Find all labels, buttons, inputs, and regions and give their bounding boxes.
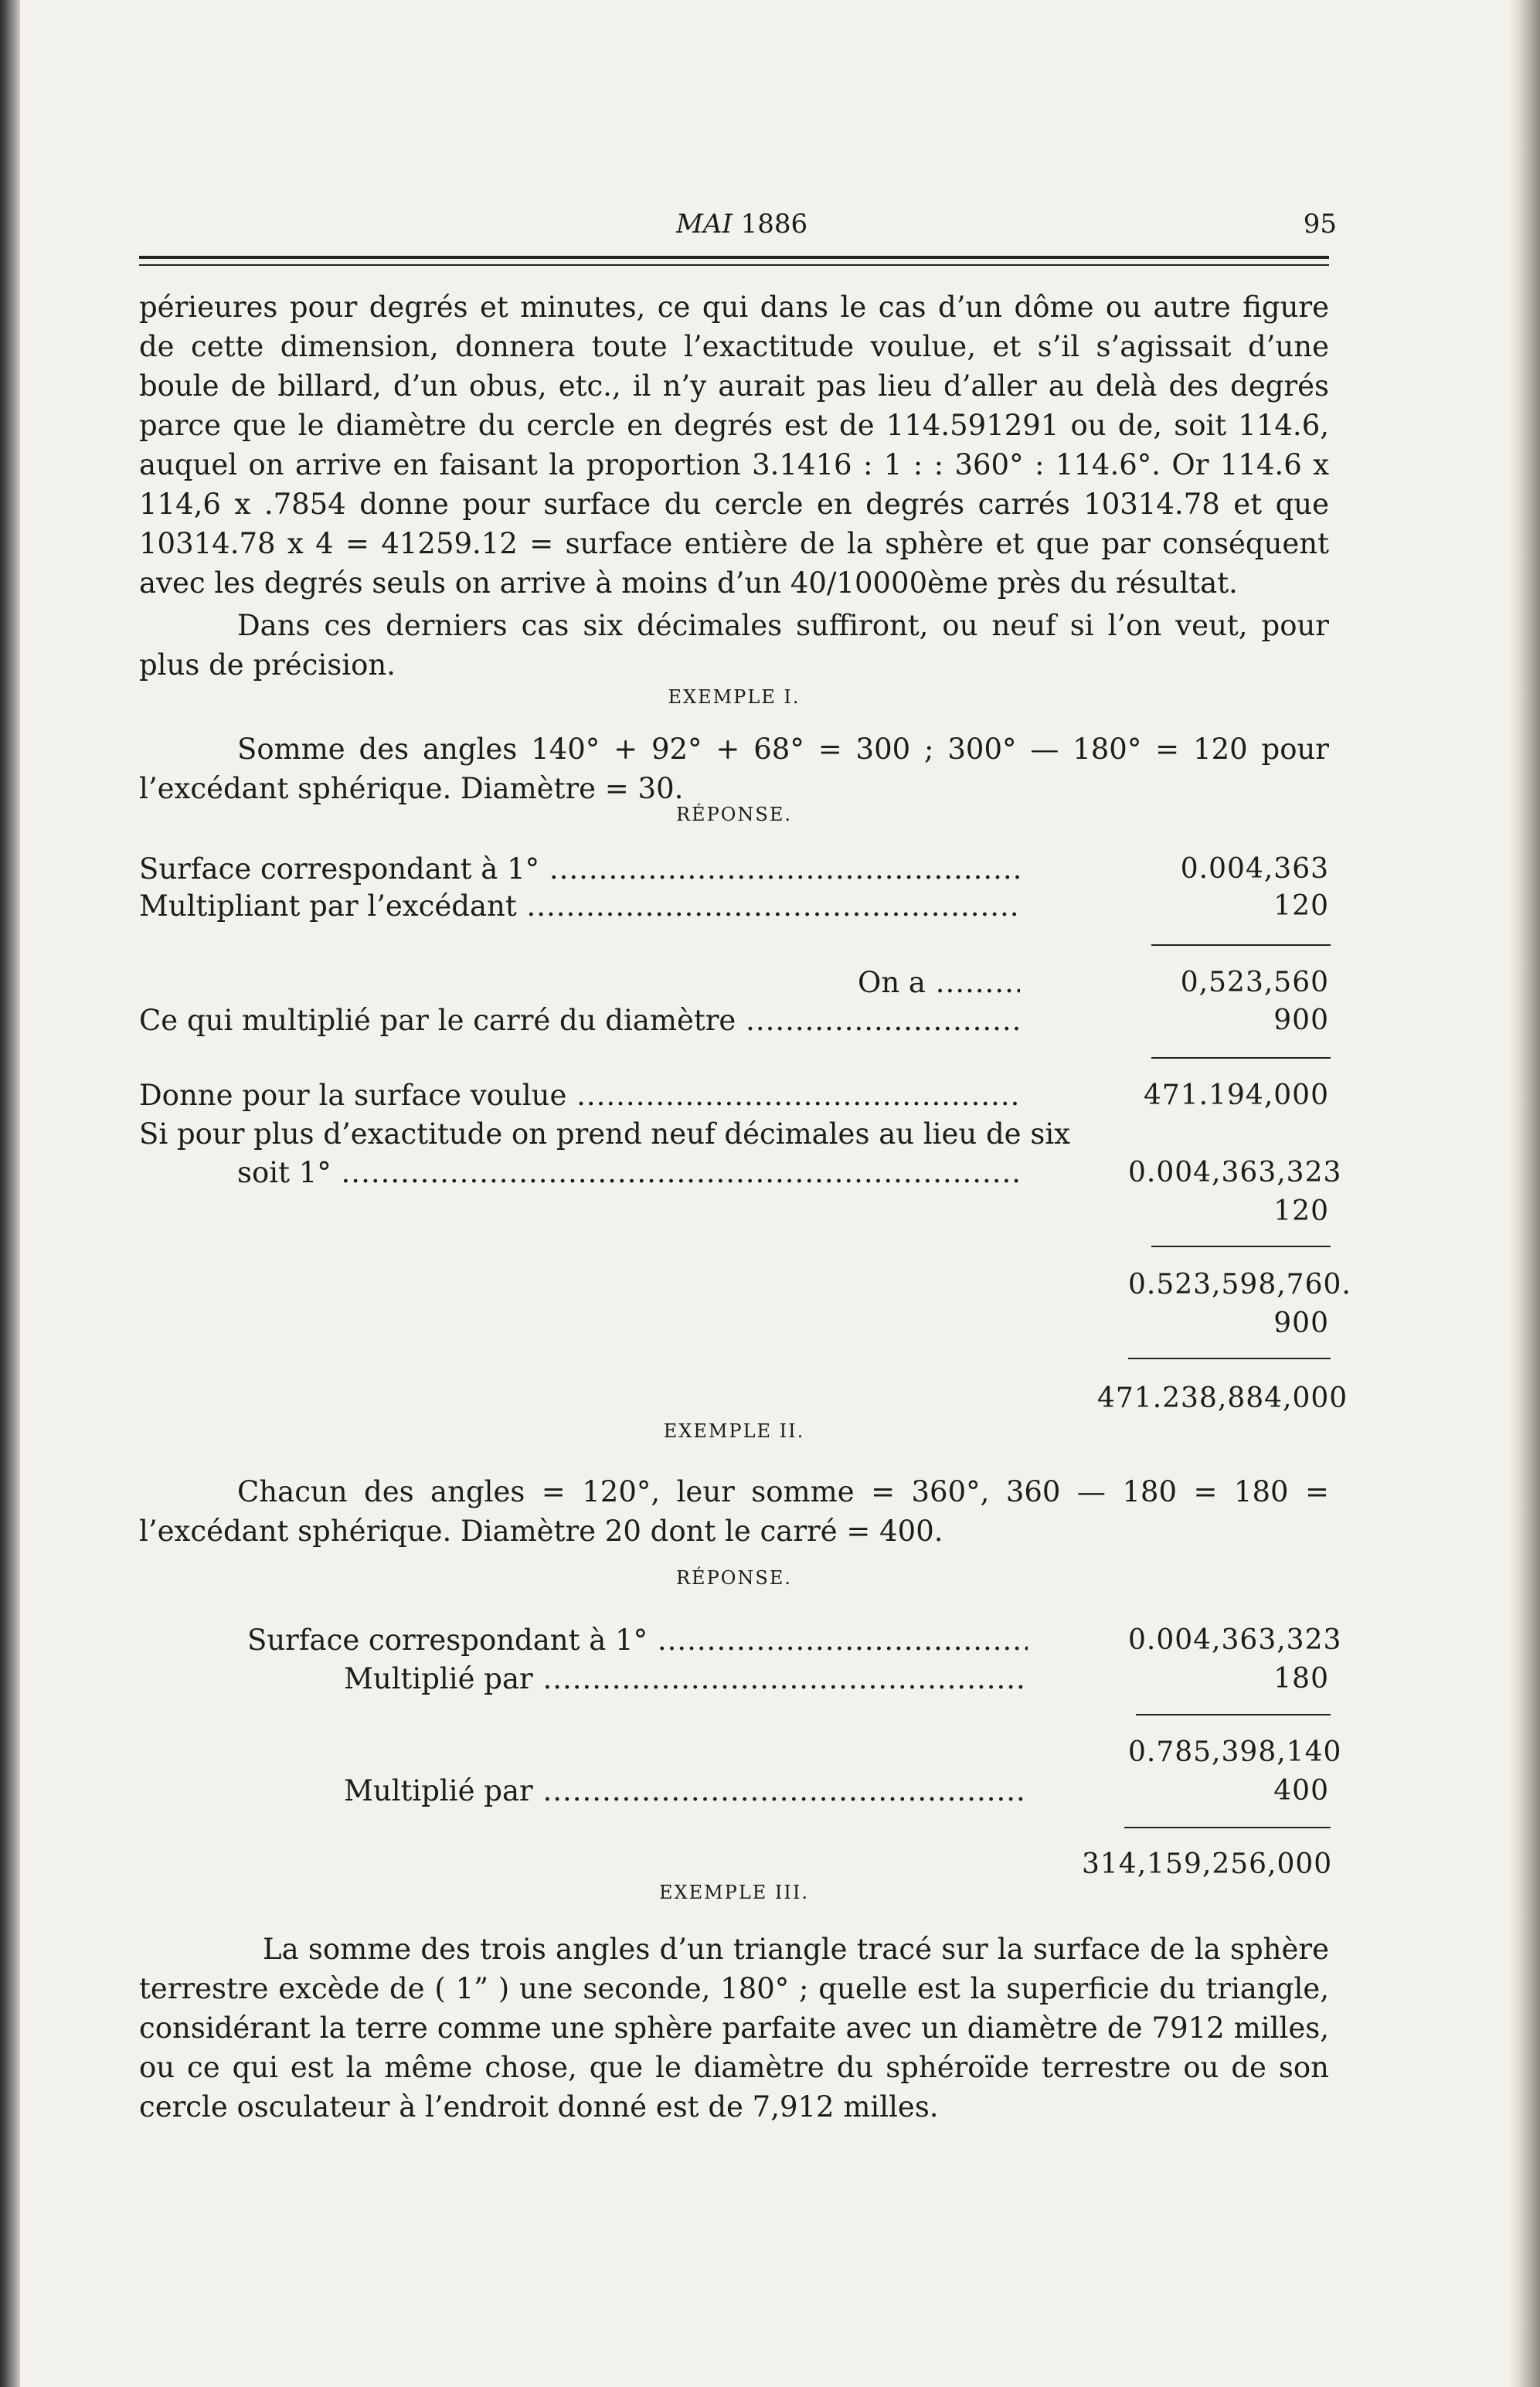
page-edge-shadow-right [1509,0,1540,2387]
calc-row: soit 1° ..... 0.004,363,323 [139,1154,1329,1192]
calc-row: 314,159,256,000 [1082,1848,1333,1880]
calc-row: 900 [1273,1307,1329,1339]
example-2-heading: EXEMPLE II. [663,1420,805,1442]
header-rule-thin [139,264,1329,266]
running-header [135,209,1337,247]
calc-row: Multiplié par ..... 180 [139,1660,1329,1698]
example-2-response-heading: RÉPONSE. [675,1567,792,1589]
calc-row: Multipliant par l’excédant ..... 120 [139,887,1329,926]
calc-row: Surface correspondant à 1° ..... 0.004,363,323 [139,1621,1329,1660]
calc-row: Donne pour la surface voulue ..... 471.194,000 [139,1076,1329,1115]
example-3-statement: La somme des trois angles d’un triangle tracé sur la surface de la sphère terrestre excède de ( 1” ) une seconde, 180° ; quelle est la superficie du triangle, considérant la terre comme une sphère parfaite avec un diamètre de 7912 milles, ou ce qui est la même chose, que le diamètre du sphéroïde terrestre ou de son cercle osculateur à l’endroit donné est de 7,912 milles. [139,1933,1329,2123]
sum-rule [1128,1358,1331,1359]
calc-row: Si pour plus d’exactitude on prend neuf décimales au lieu de six [139,1117,1071,1151]
calc-row: 0.523,598,760. [1128,1269,1351,1301]
calc-row: On a ..... 0,523,560 [139,964,1329,1002]
calc-row: 471.238,884,000 [1097,1382,1348,1414]
sum-rule [1151,1057,1331,1059]
sum-rule [1151,1246,1331,1247]
example-1-statement: Somme des angles 140° + 92° + 68° = 300 ; 300° — 180° = 120 pour l’excédant sphérique. Diamètre = 30. [139,733,1329,805]
example-2-statement: Chacun des angles = 120°, leur somme = 360°, 360 — 180 = 180 = l’excédant sphérique. Diamètre 20 dont le carré = 400. [139,1475,1329,1548]
paragraph-decimals: Dans ces derniers cas six décimales suffiront, ou neuf si l’on veut, pour plus de précision. [139,609,1329,682]
sum-rule [1124,1827,1331,1828]
example-1-response-heading: RÉPONSE. [675,804,792,825]
calc-row: Surface correspondant à 1° ..... 0.004,363 [139,850,1329,889]
header-title: MAI 1886 [676,209,808,240]
calc-row: 120 [1273,1195,1329,1227]
calc-row: Ce qui multiplié par le carré du diamètre ..... 900 [139,1001,1329,1040]
calc-row: 0.785,398,140 [1128,1736,1342,1768]
example-3-heading: EXEMPLE III. [658,1882,809,1903]
sum-rule [1136,1714,1331,1715]
header-rule-thick [139,256,1329,259]
calc-row: Multiplié par ..... 400 [139,1772,1329,1811]
page-edge-shadow-left [0,0,20,2387]
example-1-heading: EXEMPLE I. [668,686,801,708]
page-number: 95 [1303,209,1337,240]
sum-rule [1151,944,1331,946]
paragraph-continuation: périeures pour degrés et minutes, ce qui dans le cas d’un dôme ou autre figure de cette dimension, donnera toute l’exactitude voulue, et s’il s’agissait d’une boule de billard, d’un obus, etc., il n’y aurait pas lieu d’aller au delà des degrés parce que le diamètre du cercle en degrés est de 114.591291 ou de, soit 114.6, auquel on arrive en faisant la proportion 3.1416 : 1 : : 360° : 114.6°. Or 114.6 x 114,6 x .7854 donne pour surface du cercle en degrés carrés 10314.78 et que 10314.78 x 4 = 41259.12 = surface entière de la sphère et que par conséquent avec les degrés seuls on arrive à moins d’un 40/10000ème près du résultat. [139,291,1329,600]
